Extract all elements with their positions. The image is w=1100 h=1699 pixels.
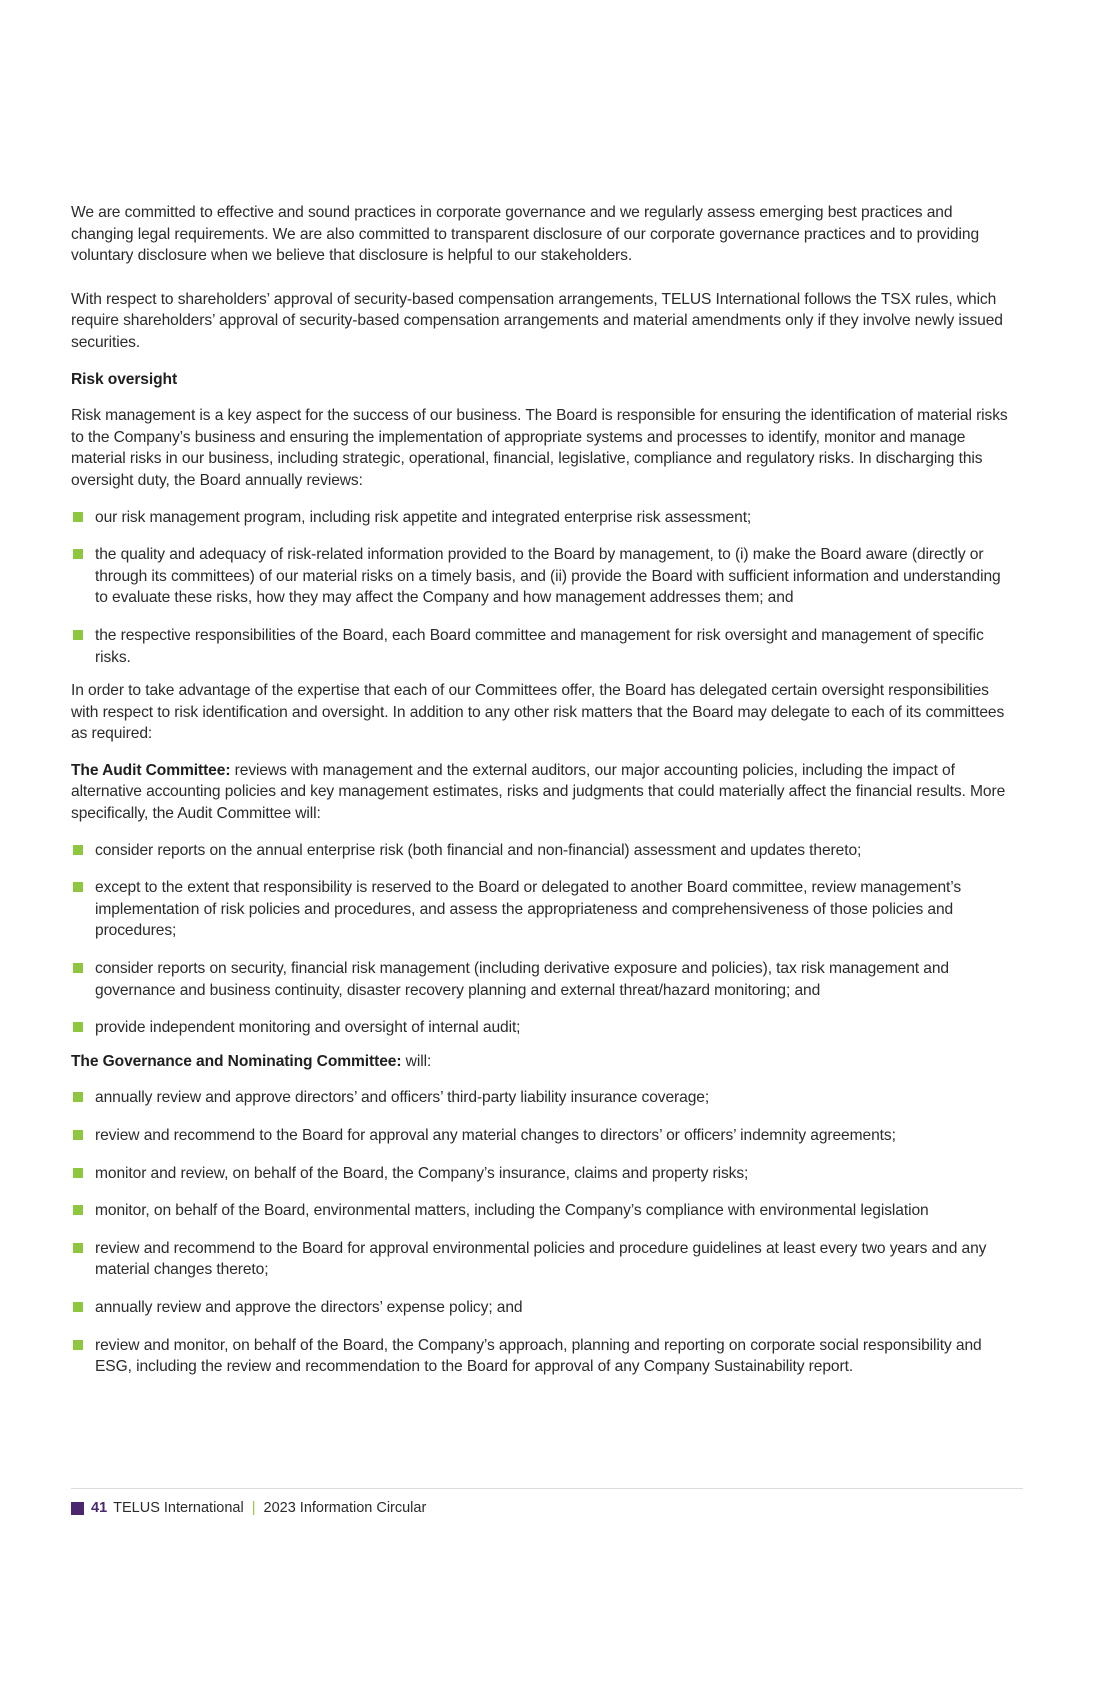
list-item [71, 877, 1016, 942]
list-item-text: provide independent monitoring and oversight of internal audit; [95, 1019, 521, 1037]
page-footer [71, 1500, 426, 1516]
list-item [71, 1297, 1016, 1319]
bullet-square-icon [73, 882, 83, 892]
governance-committee-paragraph [71, 1051, 1016, 1073]
list-item [71, 1017, 1016, 1039]
list-item-text: except to the extent that responsibility is reserved to the Board or delegated to another Board committee, review management’s implementation of risk policies and procedures, and assess the appropriateness and comprehensiveness of those policies and procedures; [95, 879, 962, 940]
risk-oversight-intro: Risk management is a key aspect for the success of our business. The Board is responsible for ensuring the identification of material risks to the Company’s business and ensuring the implementation of appropriate systems and processes to identify, monitor and manage material risks in our business, including strategic, operational, financial, legislative, compliance and regulatory risks. In discharging this oversight duty, the Board annually reviews: [71, 407, 1008, 489]
delegation-paragraph: In order to take advantage of the expertise that each of our Committees offer, the Board has delegated certain oversight responsibilities with respect to risk identification and oversight. In addition to any other risk matters that the Board may delegate to each of its committees as required: [71, 682, 1005, 743]
list-item [71, 1200, 1016, 1222]
page-content [71, 202, 1016, 1394]
section-heading-risk-oversight: Risk oversight [71, 370, 178, 388]
list-item [71, 1238, 1016, 1281]
list-item [71, 544, 1016, 609]
footer-square-icon [71, 1502, 84, 1515]
list-item [71, 507, 1016, 529]
bullet-square-icon [73, 1092, 83, 1102]
bullet-square-icon [73, 1340, 83, 1350]
list-item-text: review and recommend to the Board for approval environmental policies and procedure guidelines at least every two years and any material changes thereto; [95, 1239, 987, 1279]
footer-company: TELUS International [113, 1500, 244, 1516]
list-item-text: consider reports on the annual enterprise risk (both financial and non-financial) assessment and updates thereto; [95, 841, 862, 859]
bullet-square-icon [73, 1130, 83, 1140]
bullet-square-icon [73, 512, 83, 522]
bullet-square-icon [73, 1205, 83, 1215]
page-number: 41 [91, 1500, 108, 1516]
list-item [71, 958, 1016, 1001]
intro-paragraph-1: We are committed to effective and sound practices in corporate governance and we regularly assess emerging best practices and changing legal requirements. We are also committed to transparent disclosure of our corporate governance practices and to providing voluntary disclosure when we believe that disclosure is helpful to our stakeholders. [71, 204, 980, 265]
list-item-text: the quality and adequacy of risk-related information provided to the Board by management, to (i) make the Board aware (directly or through its committees) of our material risks on a timely basis, and (ii) provide the Board with sufficient information and understanding to evaluate these risks, how they may affect the Company and how management addresses them; and [95, 546, 1001, 607]
bullet-square-icon [73, 630, 83, 640]
risk-oversight-list [71, 507, 1016, 669]
list-item-text: annually review and approve the directors’ expense policy; and [95, 1298, 523, 1316]
bullet-square-icon [73, 845, 83, 855]
list-item [71, 625, 1016, 668]
bullet-square-icon [73, 1302, 83, 1312]
list-item [71, 1087, 1016, 1109]
bullet-square-icon [73, 1022, 83, 1032]
footer-separator: | [251, 1500, 256, 1516]
bullet-square-icon [73, 963, 83, 973]
list-item [71, 1335, 1016, 1378]
governance-committee-list [71, 1087, 1016, 1377]
audit-committee-paragraph [71, 760, 1016, 825]
governance-committee-text: will: [401, 1052, 432, 1070]
audit-committee-list [71, 840, 1016, 1039]
list-item [71, 1163, 1016, 1185]
list-item-text: the respective responsibilities of the Board, each Board committee and management for risk oversight and management of specific risks. [95, 626, 984, 666]
list-item-text: monitor and review, on behalf of the Board, the Company’s insurance, claims and property risks; [95, 1164, 749, 1182]
list-item [71, 1125, 1016, 1147]
list-item-text: annually review and approve directors’ and officers’ third-party liability insurance coverage; [95, 1089, 710, 1107]
list-item-text: our risk management program, including risk appetite and integrated enterprise risk assessment; [95, 508, 752, 526]
audit-committee-lead: The Audit Committee: [71, 761, 231, 779]
list-item [71, 840, 1016, 862]
footer-document-title: 2023 Information Circular [263, 1500, 427, 1516]
audit-committee-text: reviews with management and the external auditors, our major accounting policies, including the impact of alternative accounting policies and key management estimates, risks and judgments that could materially affect the financial results. More specifically, the Audit Committee will: [71, 761, 1006, 823]
list-item-text: review and recommend to the Board for approval any material changes to directors’ or officers’ indemnity agreements; [95, 1127, 896, 1144]
list-item-text: monitor, on behalf of the Board, environmental matters, including the Company’s compliance with environmental legislation [95, 1202, 929, 1220]
list-item-text: consider reports on security, financial risk management (including derivative exposure and policies), tax risk management and governance and business continuity, disaster recovery planning and external threat/hazard monitoring; and [95, 960, 949, 999]
governance-committee-lead: The Governance and Nominating Committee: [71, 1052, 402, 1070]
bullet-square-icon [73, 549, 83, 559]
intro-paragraph-2: With respect to shareholders’ approval of security-based compensation arrangements, TELUS International follows the TSX rules, which require shareholders’ approval of security-based compensation arrangements and material amendments only if they involve newly issued securities. [71, 290, 1003, 351]
bullet-square-icon [73, 1168, 83, 1178]
bullet-square-icon [73, 1243, 83, 1253]
list-item-text: review and monitor, on behalf of the Board, the Company’s approach, planning and reporting on corporate social responsibility and ESG, including the review and recommendation to the Board for approval of any Company Sustainability report. [95, 1336, 982, 1376]
footer-divider [71, 1488, 1023, 1489]
